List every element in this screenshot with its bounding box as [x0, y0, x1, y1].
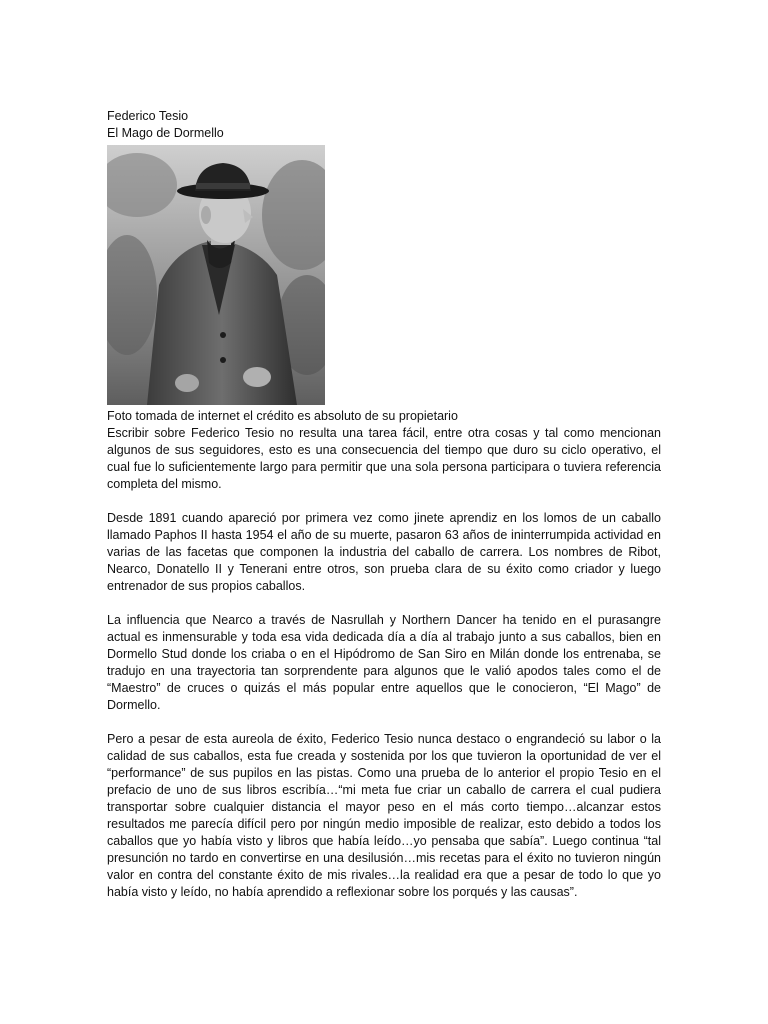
- photo-caption: Foto tomada de internet el crédito es absoluto de su propietario: [107, 409, 458, 423]
- document-title: Federico Tesio: [107, 109, 189, 123]
- document-subtitle: El Mago de Dormello: [107, 126, 224, 140]
- paragraph: Desde 1891 cuando apareció por primera vez como jinete aprendiz en los lomos de un caballo llamado Paphos II hasta 1954 el año de su muerte, pasaron 63 años de ininterrumpida actividad en varias de las facetas que componen la industria del caballo de carrera. Los nombres de Ribot, Nearco, Donatello II y Tenerani entre otros, son prueba clara de su éxito como criador y luego entrenador de sus propios caballos.: [107, 511, 661, 593]
- paragraph: La influencia que Nearco a través de Nasrullah y Northern Dancer ha tenido en el purasangre actual es inmensurable y toda esa vida dedicada día a día al trabajo junto a sus caballos, bien en Dormello Stud donde los criaba o en el Hipódromo de San Siro en Milán donde los entrenaba, se tradujo en una trayectoria tan sorprendente para algunos que le valió apodos tales como el de “Maestro” de cruces o quizás el más popular entre aquellos que le conocieron, “El Mago” de Dormello.: [107, 613, 661, 712]
- document-body: [107, 108, 661, 918]
- portrait-photo: [107, 145, 325, 405]
- paragraph: Pero a pesar de esta aureola de éxito, Federico Tesio nunca destaco o engrandeció su labor o la calidad de sus caballos, esta fue creada y sostenida por los que tuvieron la oportunidad de ver el “performance” de sus pupilos en las pistas. Como una prueba de lo anterior el propio Tesio en el prefacio de uno de sus libros escribía…“mi meta fue criar un caballo de carrera el cual pudiera transportar sobre cualquier distancia el mayor peso en el más corto tiempo…alcanzar estos resultados me parecía difícil pero por ningún medio imposible de realizar, esto debido a todos los caballos que yo había visto y libros que había leído…yo pensaba que sabía”. Luego continua “tal presunción no tardo en convertirse en una desilusión…mis recetas para el éxito no tuvieron ningún valor en contra del constante éxito de mis rivales…la realidad era que a pesar de todo lo que yo había visto y leído, no había aprendido a reflexionar sobre los porqués y las causas”.: [107, 732, 661, 899]
- paragraph: Escribir sobre Federico Tesio no resulta una tarea fácil, entre otra cosas y tal como mencionan algunos de sus seguidores, esto es una consecuencia del tiempo que duro su ciclo operativo, el cual fue lo suficientemente largo para permitir que una sola persona participara o tuviera referencia completa del mismo.: [107, 426, 661, 491]
